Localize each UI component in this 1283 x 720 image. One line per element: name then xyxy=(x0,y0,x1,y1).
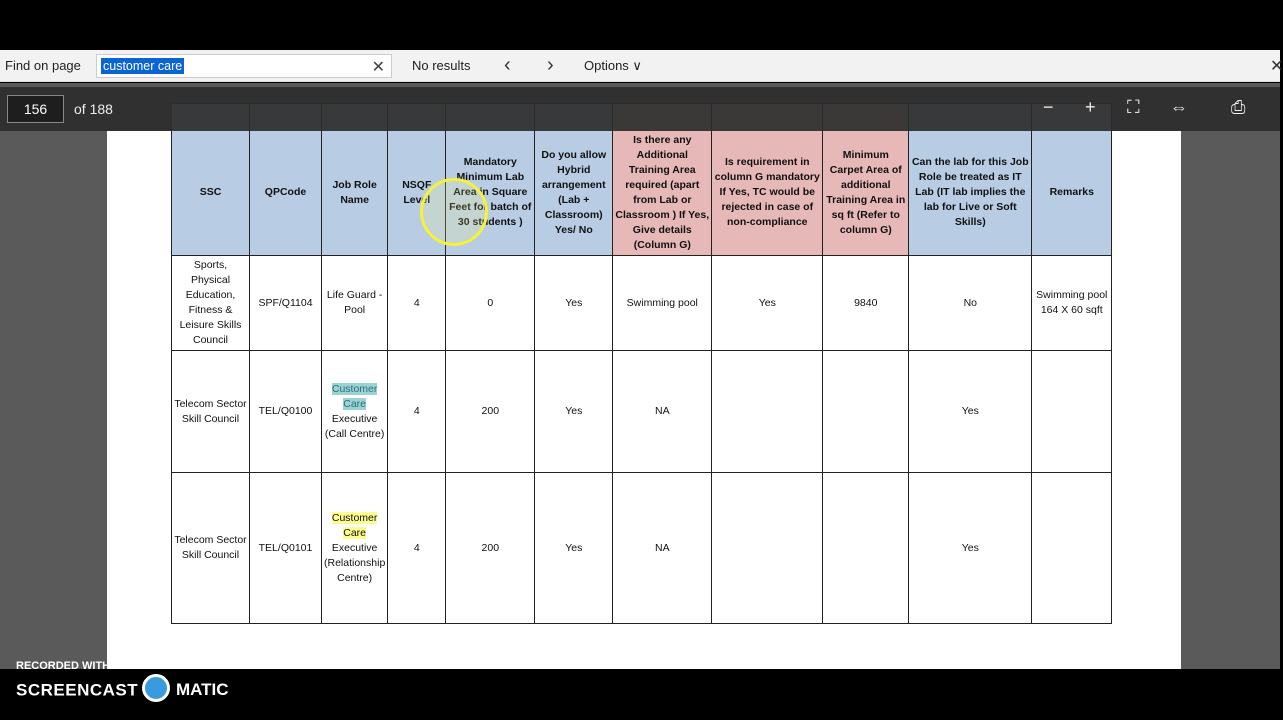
job-role-rest: Executive (Relationship Centre) xyxy=(324,541,386,584)
cell-it-lab: No xyxy=(909,256,1032,351)
header-additional-area: Is there any Additional Training Area required (apart from Lab or Classroom ) If Yes, Give details (Column G) xyxy=(613,104,712,256)
fit-width-icon[interactable]: ⇔ xyxy=(1170,97,1188,117)
options-button[interactable]: Options ∨ xyxy=(584,58,642,73)
pdf-toolbar xyxy=(0,87,1280,131)
header-it-lab: Can the lab for this Job Role be treated as IT Lab (IT lab implies the lab for Live or Soft Skills) xyxy=(909,104,1032,256)
cell-carpet xyxy=(823,473,909,624)
zoom-out-icon[interactable]: − xyxy=(1043,97,1054,117)
cell-ssc: Sports, Physical Education, Fitness & Leisure Skills Council xyxy=(172,256,250,351)
header-ssc: SSC xyxy=(172,104,250,256)
cell-nsqf: 4 xyxy=(388,473,446,624)
find-close-icon[interactable]: ✕ xyxy=(1270,58,1283,75)
header-carpet-area: Minimum Carpet Area of additional Training Area in sq ft (Refer to column G) xyxy=(823,104,909,256)
cell-job-role xyxy=(322,473,388,624)
table-row xyxy=(172,473,1112,624)
cell-mandatory xyxy=(712,351,823,473)
table-row xyxy=(172,351,1112,473)
cell-lab-area: 200 xyxy=(446,473,535,624)
fit-page-icon[interactable]: ⛶ xyxy=(1127,97,1140,117)
cell-job-role xyxy=(322,351,388,473)
find-results: No results xyxy=(412,58,471,73)
table-row xyxy=(172,256,1112,351)
cell-lab-area: 200 xyxy=(446,351,535,473)
page-number-input[interactable]: 156 xyxy=(7,95,64,123)
cell-hybrid: Yes xyxy=(535,256,613,351)
cell-qpcode: SPF/Q1104 xyxy=(250,256,322,351)
cell-hybrid: Yes xyxy=(535,351,613,473)
find-query[interactable]: customer care xyxy=(103,59,183,73)
watermark-small: RECORDED WITH xyxy=(16,660,111,672)
watermark-screencast xyxy=(16,680,174,702)
chevron-right-icon[interactable]: › xyxy=(547,54,554,76)
cell-it-lab: Yes xyxy=(909,473,1032,624)
cell-additional: NA xyxy=(613,351,712,473)
cell-qpcode: TEL/Q0101 xyxy=(250,473,322,624)
cell-carpet: 9840 xyxy=(823,256,909,351)
zoom-in-icon[interactable]: + xyxy=(1085,97,1096,117)
job-role-rest: Executive (Call Centre) xyxy=(324,412,385,440)
header-remarks: Remarks xyxy=(1032,104,1112,256)
cell-remarks xyxy=(1032,351,1112,473)
cell-additional: Swimming pool xyxy=(613,256,712,351)
cell-it-lab: Yes xyxy=(909,351,1032,473)
header-nsqf: NSQF Level xyxy=(388,104,446,256)
cell-qpcode: TEL/Q0100 xyxy=(250,351,322,473)
lab-requirements-table xyxy=(171,103,1112,624)
top-bar xyxy=(0,0,1280,50)
header-lab-area: Mandatory Minimum Lab Area in Square Feet for batch of 30 students ) xyxy=(446,104,535,256)
cell-mandatory: Yes xyxy=(712,256,823,351)
header-hybrid: Do you allow Hybrid arrangement (Lab + Classroom) Yes/ No xyxy=(535,104,613,256)
header-job-role: Job Role Name xyxy=(322,104,388,256)
search-highlight: Customer Care xyxy=(331,511,378,539)
find-input[interactable] xyxy=(96,54,392,78)
search-highlight: Customer Care xyxy=(331,382,378,410)
cell-lab-area: 0 xyxy=(446,256,535,351)
cell-ssc: Telecom Sector Skill Council xyxy=(172,351,250,473)
cell-additional: NA xyxy=(613,473,712,624)
cell-nsqf: 4 xyxy=(388,256,446,351)
cell-mandatory xyxy=(712,473,823,624)
cell-carpet xyxy=(823,351,909,473)
cell-remarks xyxy=(1032,473,1112,624)
cell-nsqf: 4 xyxy=(388,351,446,473)
page-count: of 188 xyxy=(74,101,113,117)
header-mandatory: Is requirement in column G mandatory If Yes, TC would be rejected in case of non-compliance xyxy=(712,104,823,256)
find-label: Find on page xyxy=(5,58,81,73)
cell-job-role: Life Guard - Pool xyxy=(322,256,388,351)
record-icon xyxy=(142,674,170,702)
chevron-left-icon[interactable]: ‹ xyxy=(504,54,511,76)
cell-remarks: Swimming pool 164 X 60 sqft xyxy=(1032,256,1112,351)
print-icon[interactable]: ⎙ xyxy=(1231,97,1246,117)
cursor-highlight-ring xyxy=(420,178,488,246)
watermark-matic: MATIC xyxy=(176,680,229,699)
cell-ssc: Telecom Sector Skill Council xyxy=(172,473,250,624)
cell-hybrid: Yes xyxy=(535,473,613,624)
watermark-left: SCREENCAST xyxy=(16,680,139,700)
find-bar xyxy=(0,50,1283,82)
header-qpcode: QPCode xyxy=(250,104,322,256)
close-icon[interactable]: ✕ xyxy=(371,59,385,76)
